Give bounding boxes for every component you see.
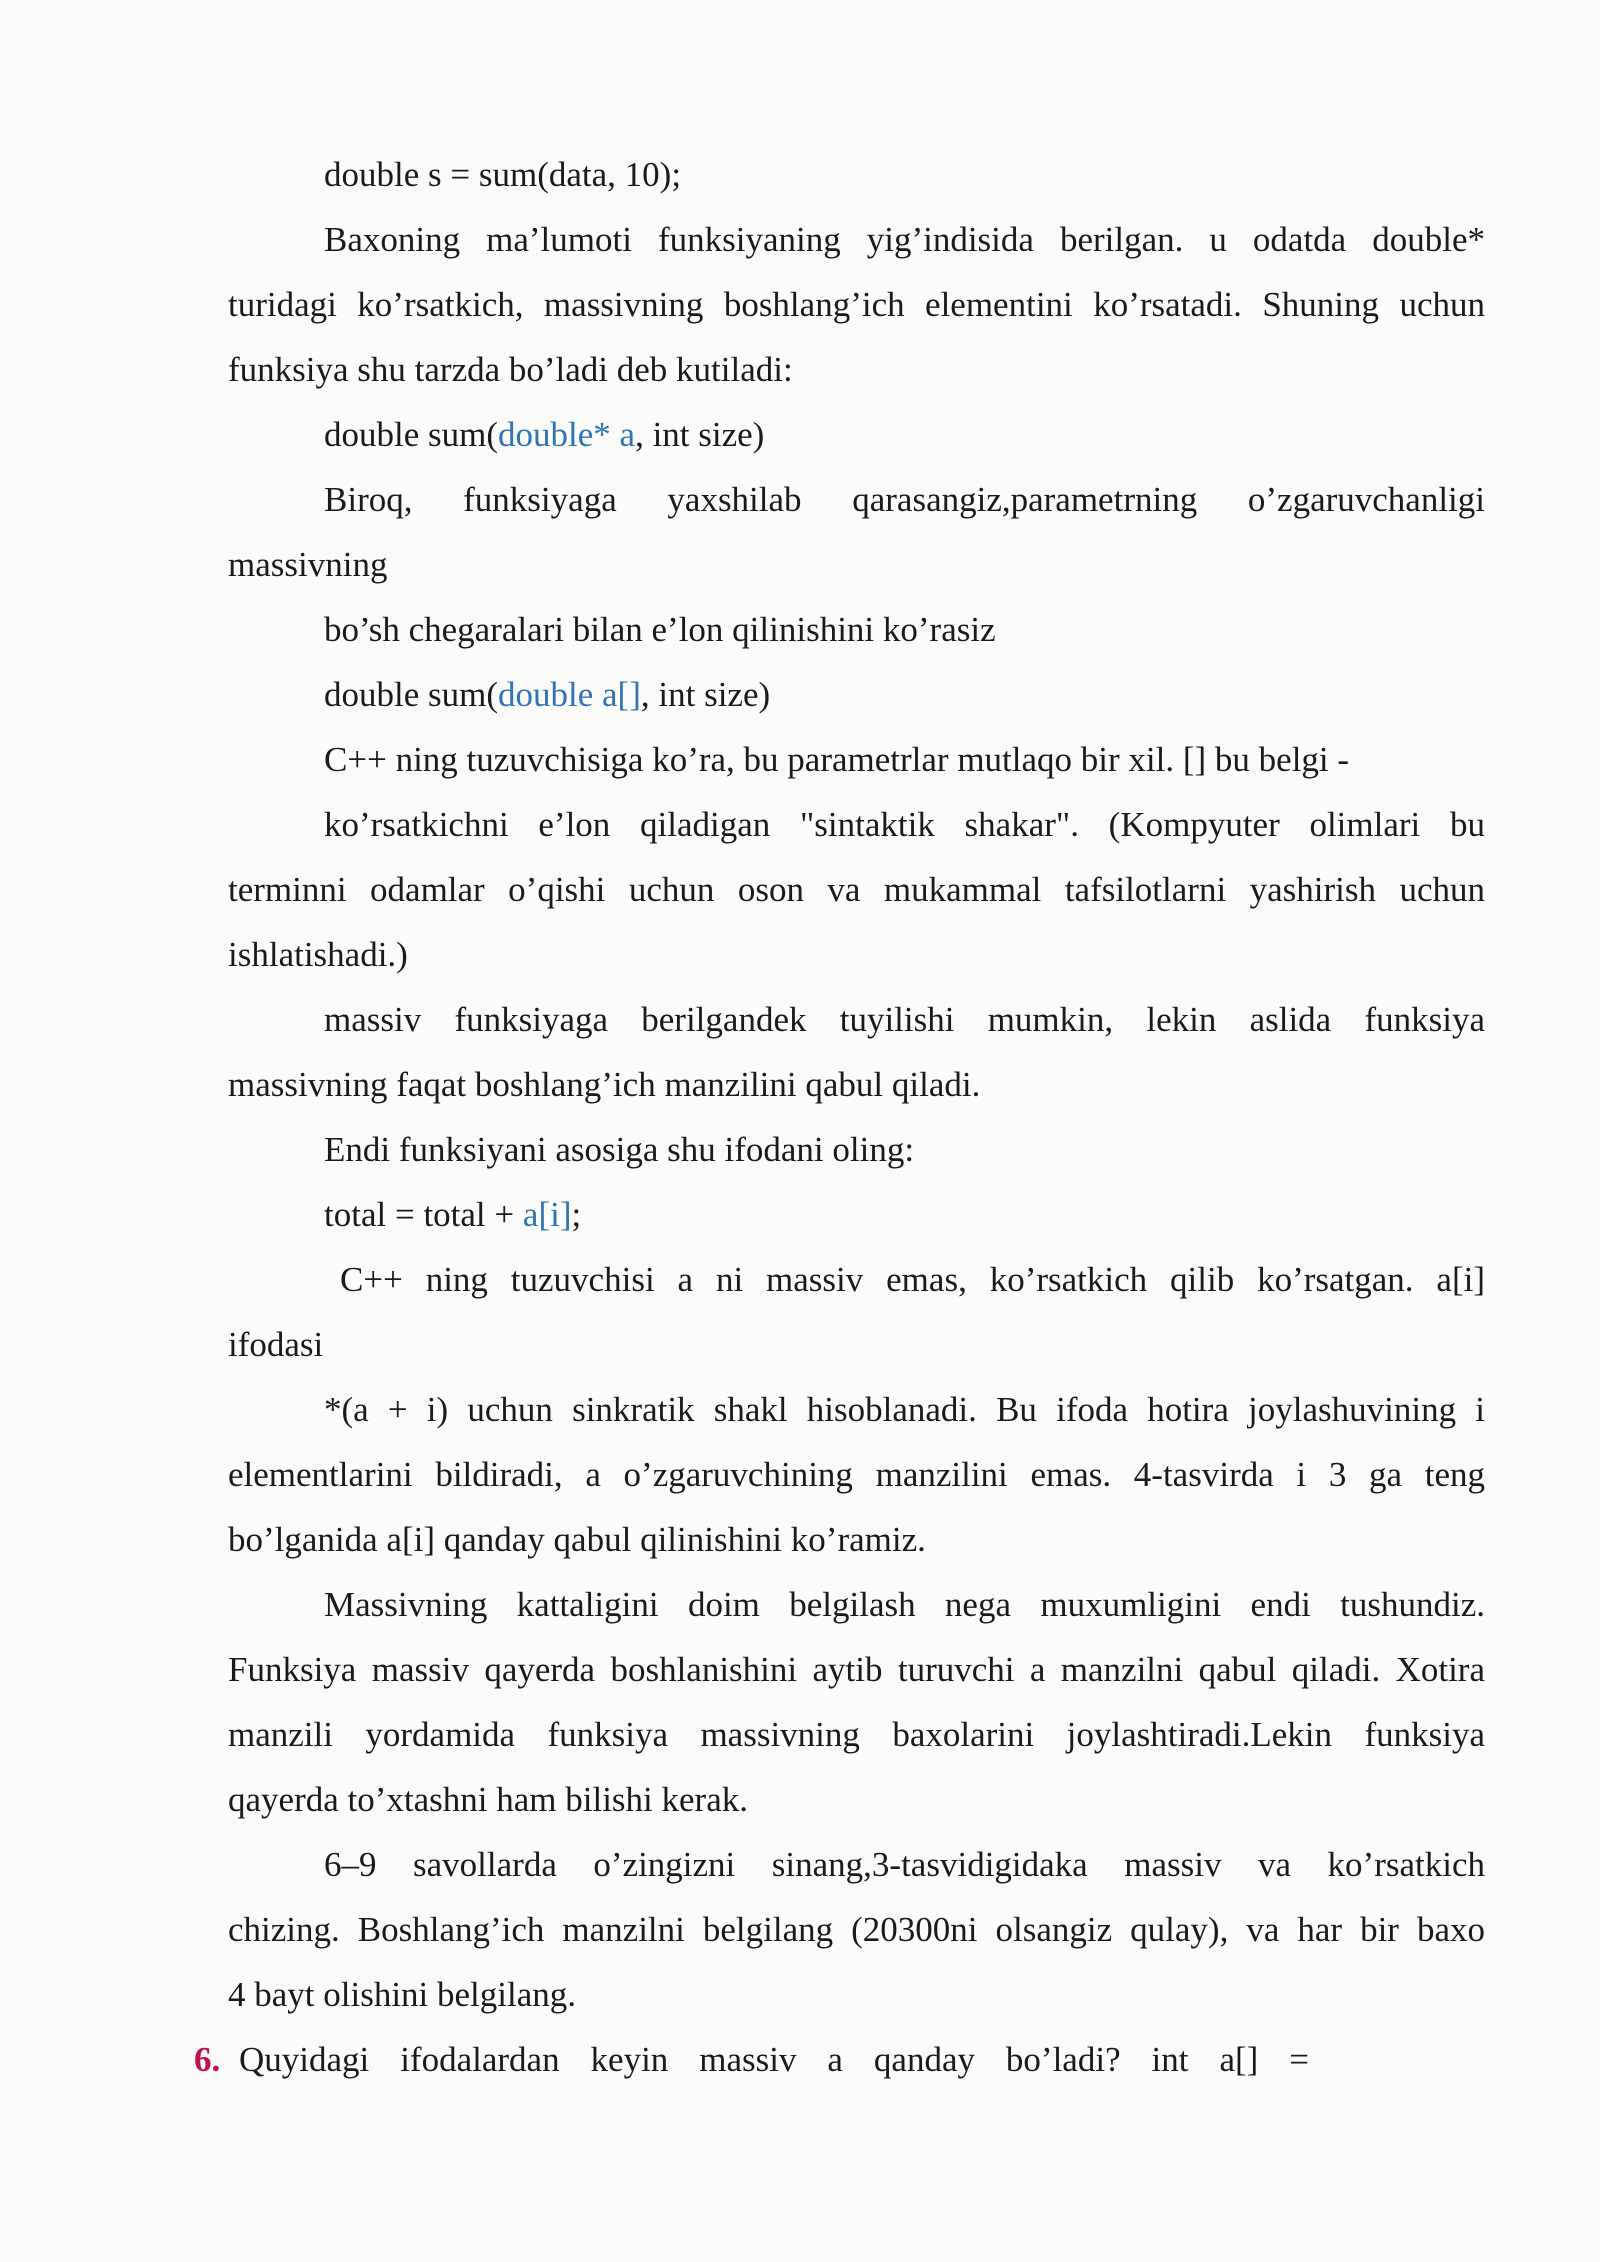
code-highlight: double a[] xyxy=(498,675,641,714)
paragraph-line: ko’rsatkichni e’lon qiladigan "sintaktik shakar". (Kompyuter olimlari bu xyxy=(324,805,1485,844)
code-text: ; xyxy=(571,1195,582,1234)
code-line-signature-pointer xyxy=(324,413,764,457)
paragraph-line: 4 bayt olishini belgilang. xyxy=(228,1975,577,2014)
code-text: , int size) xyxy=(640,675,771,714)
question-6 xyxy=(194,2038,1309,2082)
paragraph-line: massivning xyxy=(228,545,388,584)
paragraph-line: C++ ning tuzuvchisiga ko’ra, bu parametrlar mutlaqo bir xil. [] bu belgi - xyxy=(324,740,1350,779)
question-number: 6. xyxy=(194,2040,221,2079)
paragraph-line: *(a + i) uchun sinkratik shakl hisoblanadi. Bu ifoda hotira joylashuvining i xyxy=(324,1390,1485,1429)
paragraph-line: massiv funksiyaga berilgandek tuyilishi mumkin, lekin aslida funksiya xyxy=(324,1000,1485,1039)
paragraph-line: Massivning kattaligini doim belgilash nega muxumligini endi tushundiz. xyxy=(324,1585,1485,1624)
paragraph-line: manzili yordamida funksiya massivning baxolarini joylashtiradi.Lekin funksiya xyxy=(228,1715,1485,1754)
code-line-total xyxy=(324,1193,581,1237)
paragraph-line: turidagi ko’rsatkich, massivning boshlang’ich elementini ko’rsatadi. Shuning uchun xyxy=(228,285,1485,324)
paragraph-line: Funksiya massiv qayerda boshlanishini aytib turuvchi a manzilni qabul qiladi. Xotira xyxy=(228,1650,1485,1689)
paragraph-line: elementlarini bildiradi, a o’zgaruvchining manzilini emas. 4-tasvirda i 3 ga teng xyxy=(228,1455,1485,1494)
code-highlight: double* a xyxy=(498,415,636,454)
paragraph-line: ifodasi xyxy=(228,1325,324,1364)
paragraph-line: C++ ning tuzuvchisi a ni massiv emas, ko’rsatkich qilib ko’rsatgan. a[i] xyxy=(340,1260,1485,1299)
paragraph-line: qayerda to’xtashni ham bilishi kerak. xyxy=(228,1780,748,1819)
paragraph-line: Biroq, funksiyaga yaxshilab qarasangiz,parametrning o’zgaruvchanligi xyxy=(324,480,1485,519)
paragraph-line: 6–9 savollarda o’zingizni sinang,3-tasvidigidaka massiv va ko’rsatkich xyxy=(324,1845,1485,1884)
paragraph-line: ishlatishadi.) xyxy=(228,935,408,974)
code-text: , int size) xyxy=(635,415,765,454)
paragraph-line: massivning faqat boshlang’ich manzilini qabul qiladi. xyxy=(228,1065,981,1104)
paragraph-line: Endi funksiyani asosiga shu ifodani oling: xyxy=(324,1130,915,1169)
paragraph-line: Baxoning ma’lumoti funksiyaning yig’indisida berilgan. u odatda double* xyxy=(324,220,1485,259)
paragraph-line: funksiya shu tarzda bo’ladi deb kutiladi: xyxy=(228,350,793,389)
code-line-sum-call: double s = sum(data, 10); xyxy=(324,155,682,194)
paragraph-line: chizing. Boshlang’ich manzilni belgilang (20300ni olsangiz qulay), va har bir baxo xyxy=(228,1910,1485,1949)
code-highlight: a[i] xyxy=(522,1195,572,1234)
paragraph-line: terminni odamlar o’qishi uchun oson va mukammal tafsilotlarni yashirish uchun xyxy=(228,870,1485,909)
paragraph-line: bo’sh chegaralari bilan e’lon qilinishini ko’rasiz xyxy=(324,610,996,649)
code-text: double sum( xyxy=(324,675,499,714)
code-text: total = total + xyxy=(324,1195,523,1234)
paragraph-line: bo’lganida a[i] qanday qabul qilinishini ko’ramiz. xyxy=(228,1520,926,1559)
question-text: Quyidagi ifodalardan keyin massiv a qanday bo’ladi? int a[] = xyxy=(239,2040,1309,2079)
code-text: double sum( xyxy=(324,415,499,454)
code-line-signature-array xyxy=(324,673,770,717)
